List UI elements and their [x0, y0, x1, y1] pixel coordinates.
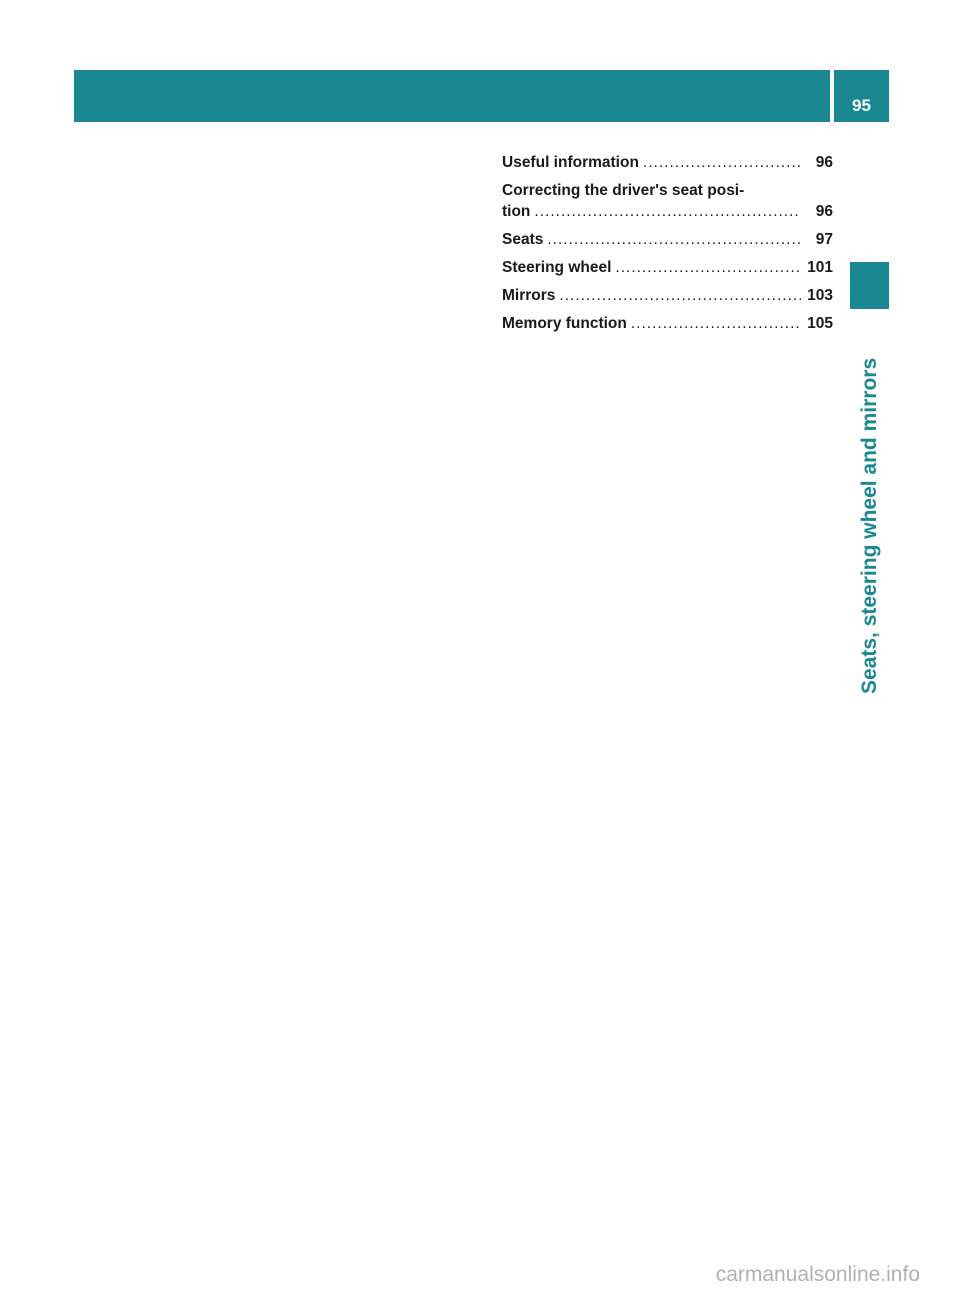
toc-dot-leader — [631, 313, 801, 334]
toc-dot-leader — [534, 201, 801, 222]
toc-entry-useful-information[interactable] — [502, 152, 833, 173]
toc-entry-page: 103 — [807, 287, 833, 304]
toc-dot-leader — [559, 285, 801, 306]
toc-entry-memory-function[interactable] — [502, 313, 833, 334]
table-of-contents — [502, 152, 833, 341]
section-tab-marker — [850, 262, 889, 309]
section-title-container — [846, 318, 894, 694]
toc-entry-title: Memory function — [502, 315, 627, 332]
toc-entry-page: 96 — [815, 203, 833, 220]
toc-entry-page: 97 — [815, 231, 833, 248]
header-bar — [74, 70, 830, 122]
toc-dot-leader — [615, 257, 801, 278]
toc-entry-page: 101 — [807, 259, 833, 276]
toc-entry-correcting-seat-position[interactable] — [502, 180, 833, 222]
toc-entry-seats[interactable] — [502, 229, 833, 250]
page-number-box — [834, 70, 889, 122]
watermark: carmanualsonline.info — [715, 1263, 920, 1286]
toc-entry-mirrors[interactable] — [502, 285, 833, 306]
page-number: 95 — [852, 96, 871, 115]
toc-entry-title-continued: tion — [502, 203, 531, 220]
toc-dot-leader — [643, 152, 801, 173]
toc-entry-title: Seats — [502, 231, 544, 248]
toc-dot-leader — [547, 229, 801, 250]
toc-entry-page: 96 — [815, 154, 833, 171]
toc-entry-title: Correcting the driver's seat posi- — [502, 182, 745, 199]
toc-entry-page: 105 — [807, 315, 833, 332]
toc-entry-title: Mirrors — [502, 287, 556, 304]
toc-entry-title: Useful information — [502, 154, 639, 171]
toc-entry-steering-wheel[interactable] — [502, 257, 833, 278]
toc-entry-title: Steering wheel — [502, 259, 612, 276]
section-title: Seats, steering wheel and mirrors — [858, 357, 881, 694]
